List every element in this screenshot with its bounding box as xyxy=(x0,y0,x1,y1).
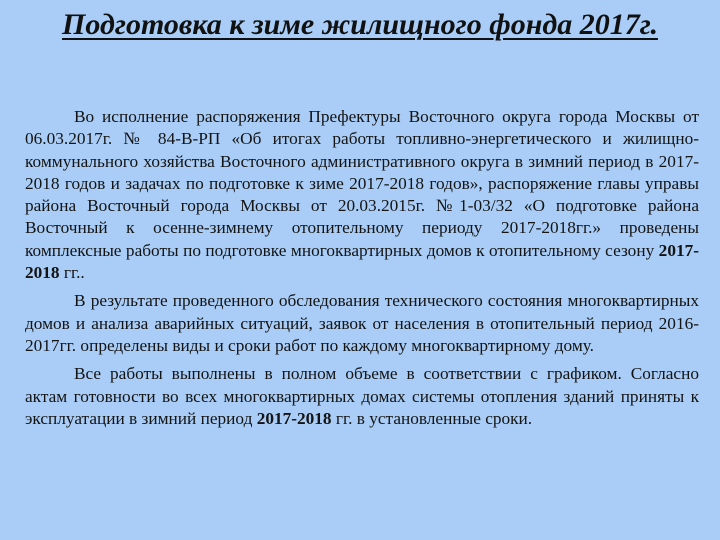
paragraph-3-bold-years: 2017-2018 xyxy=(256,408,332,428)
paragraph-1 xyxy=(25,106,699,284)
paragraph-1-text: Во исполнение распоряжения Префектуры Восточного округа города Москвы от 06.03.2017г. № 84-В-РП «Об итогах работы топливно-энергетического и жилищно-коммунального хозяйства Восточного административного округа в зимний период в 2017-2018 годов и задачах по подготовке к зиме 2017-2018 годов», распоряжение главы управы района Восточный города Москвы от 20.03.2015г. №1-03/32 «О подготовке района Восточный к осенне-зимнему отопительному периоду 2017-2018гг.» проведены комплексные работы по подготовке многоквартирных домов к отопительному сезону xyxy=(25,107,699,260)
paragraph-2: В результате проведенного обследования технического состояния многоквартирных домов и анализа аварийных ситуаций, заявок от населения в отопительный период 2016-2017гг. определены виды и сроки работ по каждому многоквартирному дому. xyxy=(25,291,699,355)
paragraph-1-tail: гг.. xyxy=(59,263,85,283)
slide-title: Подготовка к зиме жилищного фонда 2017г. xyxy=(62,8,658,41)
paragraph-3-tail: гг. в установленные сроки. xyxy=(331,408,533,428)
paragraph-3-text: Все работы выполнены в полном объеме в соответствии с графиком. Согласно актам готовности во всех многоквартирных домах системы отопления зданий приняты к эксплуатации в зимний период xyxy=(25,364,699,428)
paragraph-3 xyxy=(25,363,699,430)
slide-body xyxy=(25,106,699,430)
paragraph-1-bold-years: 2017-2018 xyxy=(25,240,699,283)
